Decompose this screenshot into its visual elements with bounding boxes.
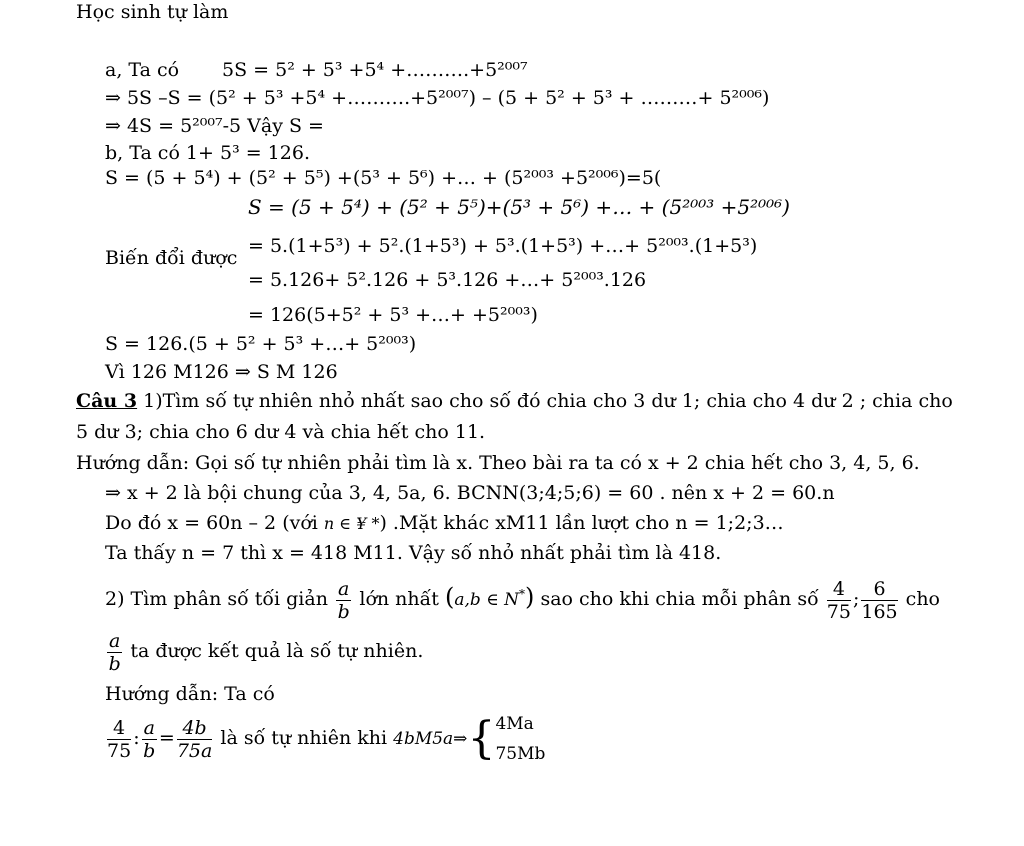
- paren-open: (: [444, 583, 455, 611]
- condition-text: là số tự nhiên khi: [220, 727, 388, 749]
- part-2-intro: 2) Tìm phân số tối giản: [105, 588, 328, 610]
- line-4s: ⇒ 4S = 5²⁰⁰⁷-5 Vậy S =: [105, 115, 324, 137]
- line-s-grouping: S = (5 + 5⁴) + (5² + 5⁵) +(5³ + 5⁶) +… + (5²⁰⁰³ +5²⁰⁰⁶)=5(: [105, 167, 662, 189]
- question-3-text: 1)Tìm số tự nhiên nhỏ nhất sao cho số đó chia cho 3 dư 1; chia cho 4 dư 2 ; chia cho: [137, 390, 953, 412]
- fraction-denominator: b: [143, 739, 156, 762]
- question-3-part-2: [105, 574, 940, 623]
- part-2-for: cho: [905, 588, 940, 610]
- fraction-a-over-b: [107, 630, 122, 675]
- guide-line-3-c: ) .Mặt khác xM11 lần lượt cho n = 1;2;3…: [379, 512, 784, 534]
- fraction-numerator: a: [338, 577, 350, 600]
- fraction-denominator: 75: [826, 600, 851, 623]
- fraction-numerator: 6: [861, 578, 897, 601]
- brace-icon: {: [467, 713, 496, 764]
- fraction-numerator: 4b: [177, 717, 213, 740]
- line-part-a-label: a, Ta có: [105, 59, 180, 81]
- question-3-part-2-line-2: [105, 628, 423, 675]
- guide-line-3-set: n ∈ ¥ *: [323, 514, 380, 533]
- guide-line-1: Hướng dẫn: Gọi số tự nhiên phải tìm là x. Theo bài ra ta có x + 2 chia hết cho 3, 4, 5, 6.: [76, 452, 920, 474]
- case-1: 4Ma: [495, 714, 534, 734]
- fraction-a-over-b: [336, 578, 351, 623]
- guide-line-4: Ta thấy n = 7 thì x = 418 M11. Vậy số nhỏ nhất phải tìm là 418.: [105, 542, 722, 564]
- guide-part-2: Hướng dẫn: Ta có: [105, 683, 275, 705]
- paren-close: ): [525, 583, 535, 611]
- part-2-mid: sao cho khi chia mỗi phân số: [540, 588, 819, 610]
- colon-sign: :: [133, 727, 140, 749]
- guide-line-3: [105, 511, 784, 536]
- fraction-denominator: b: [108, 652, 121, 675]
- case-2: 75Mb: [495, 744, 546, 764]
- part-2-condition-star: *: [519, 587, 526, 601]
- fraction-4b-over-75a: [177, 717, 213, 762]
- question-3-line-1: [76, 389, 953, 413]
- guide-part-2-equation: [105, 708, 545, 769]
- line-5s-minus-s: ⇒ 5S –S = (5² + 5³ +5⁴ +……….+5²⁰⁰⁷) – (5 + 5² + 5³ + ………+ 5²⁰⁰⁶): [105, 87, 770, 109]
- equals-sign: =: [158, 727, 175, 749]
- fraction-denominator: 75: [107, 739, 132, 762]
- line-transform-2: = 5.126+ 5².126 + 5³.126 +…+ 5²⁰⁰³.126: [248, 269, 647, 291]
- fraction-numerator: a: [109, 629, 121, 652]
- question-3-label: Câu 3: [76, 390, 138, 412]
- condition-expression: 4bM5a⇒: [393, 729, 468, 749]
- heading-self-study: Học sinh tự làm: [76, 1, 229, 23]
- fraction-4-over-75: [107, 717, 131, 762]
- condition-cases: [495, 709, 545, 769]
- fraction-separator: ;: [852, 588, 860, 610]
- fraction-numerator: 4: [107, 717, 131, 740]
- part-2-result: ta được kết quả là số tự nhiên.: [130, 640, 424, 662]
- fraction-4-over-75: [827, 578, 851, 623]
- part-2-condition: a,b ∈ N: [454, 590, 520, 610]
- line-s-result: S = 126.(5 + 5² + 5³ +…+ 5²⁰⁰³): [105, 333, 417, 355]
- fraction-a-over-b: [142, 717, 157, 762]
- guide-line-2: ⇒ x + 2 là bội chung của 3, 4, 5a, 6. BCNN(3;4;5;6) = 60 . nên x + 2 = 60.n: [105, 482, 835, 504]
- label-transform: Biến đổi được: [105, 247, 238, 269]
- fraction-denominator: b: [337, 600, 350, 623]
- line-transform-1: = 5.(1+5³) + 5².(1+5³) + 5³.(1+5³) +…+ 5²⁰⁰³.(1+5³): [248, 235, 758, 257]
- line-transform-3: = 126(5+5² + 5³ +…+ +5²⁰⁰³): [248, 304, 538, 326]
- fraction-denominator: 75a: [176, 739, 213, 762]
- line-part-a-expression: 5S = 5² + 5³ +5⁴ +……….+5²⁰⁰⁷: [222, 59, 528, 81]
- guide-line-3-a: Do đó x = 60n – 2 (với: [105, 512, 324, 534]
- line-s-grouping-formula: S = (5 + 5⁴) + (5² + 5⁵)+(5³ + 5⁶) +… + (5²⁰⁰³ +5²⁰⁰⁶): [248, 195, 790, 219]
- fraction-numerator: a: [143, 716, 155, 739]
- fraction-6-over-165: [861, 578, 897, 623]
- line-conclusion: Vì 126 M126 ⇒ S M 126: [105, 361, 338, 383]
- question-3-line-2: 5 dư 3; chia cho 6 dư 4 và chia hết cho 11.: [76, 421, 486, 443]
- fraction-numerator: 4: [827, 578, 851, 601]
- line-part-b: b, Ta có 1+ 5³ = 126.: [105, 142, 310, 164]
- part-2-largest: lớn nhất: [359, 588, 439, 610]
- fraction-denominator: 165: [861, 600, 898, 623]
